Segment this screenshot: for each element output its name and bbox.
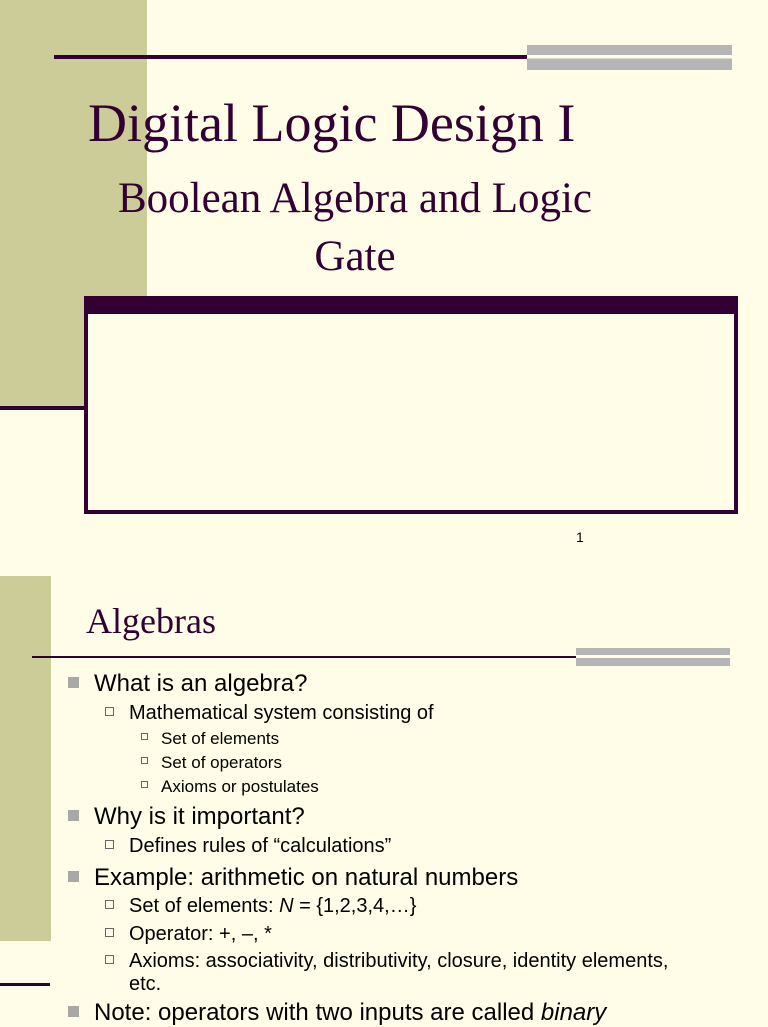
slide1-subtitle: Boolean Algebra and Logic Gate [117, 175, 593, 280]
sub-bullet-text: Mathematical system consisting of [129, 702, 434, 724]
sub-bullet-text: Defines rules of “calculations” [129, 835, 392, 857]
bullet-item [68, 864, 518, 892]
sub-bullet-text-line2: etc. [129, 973, 162, 995]
bullet-item [68, 670, 307, 698]
sub-bullet-text-line1: Axioms: associativity, distributivity, closure, identity elements, [129, 950, 669, 972]
set-symbol: N [279, 895, 294, 917]
sub-sub-bullet-text: Set of operators [161, 753, 282, 772]
slide1-left-rule [0, 406, 86, 410]
slide2-sidebar-band [0, 576, 51, 941]
slide1-accent-bar [527, 45, 732, 70]
sub-bullet-item [105, 895, 416, 918]
sub-bullet-text-pre: Set of elements: [129, 895, 280, 917]
bullet-text-pre: Note: operators with two inputs are called [94, 999, 541, 1026]
page-number: 1 [576, 529, 584, 545]
small-hollow-square-bullet-icon [141, 781, 148, 788]
sub-bullet-item [105, 923, 272, 946]
bullet-item [68, 999, 606, 1027]
hollow-square-bullet-icon [105, 840, 114, 849]
hollow-square-bullet-icon [105, 707, 114, 716]
small-hollow-square-bullet-icon [141, 733, 148, 740]
sub-sub-bullet-text: Axioms or postulates [161, 777, 319, 796]
square-bullet-icon [68, 871, 79, 882]
slide2-accent-bar [576, 648, 730, 666]
square-bullet-icon [68, 810, 79, 821]
sub-sub-bullet-text: Set of elements [161, 729, 280, 748]
bullet-item [68, 803, 305, 831]
bullet-text: What is an algebra? [94, 670, 308, 697]
hollow-square-bullet-icon [105, 955, 114, 964]
square-bullet-icon [68, 1006, 79, 1017]
slide1-title: Digital Logic Design I [88, 93, 576, 153]
sub-bullet-text: Operator: +, –, * [129, 923, 272, 945]
sub-bullet-item [105, 950, 668, 996]
hollow-square-bullet-icon [105, 900, 114, 909]
square-bullet-icon [68, 677, 79, 688]
bullet-text: Example: arithmetic on natural numbers [94, 864, 519, 891]
bullet-text-italic: binary [540, 999, 607, 1026]
hollow-square-bullet-icon [105, 928, 114, 937]
slide1-content-box [84, 296, 738, 514]
bullet-text: Why is it important? [94, 803, 305, 830]
slide2-title: Algebras [86, 601, 216, 641]
slide2-left-rule [0, 983, 50, 986]
small-hollow-square-bullet-icon [141, 757, 148, 764]
sub-bullet-text-post: = {1,2,3,4,…} [293, 895, 417, 917]
sub-bullet-item [105, 835, 391, 858]
sub-bullet-item [105, 702, 434, 725]
sub-sub-bullet-item [141, 753, 282, 773]
sub-sub-bullet-item [141, 729, 279, 749]
sub-sub-bullet-item [141, 777, 319, 797]
